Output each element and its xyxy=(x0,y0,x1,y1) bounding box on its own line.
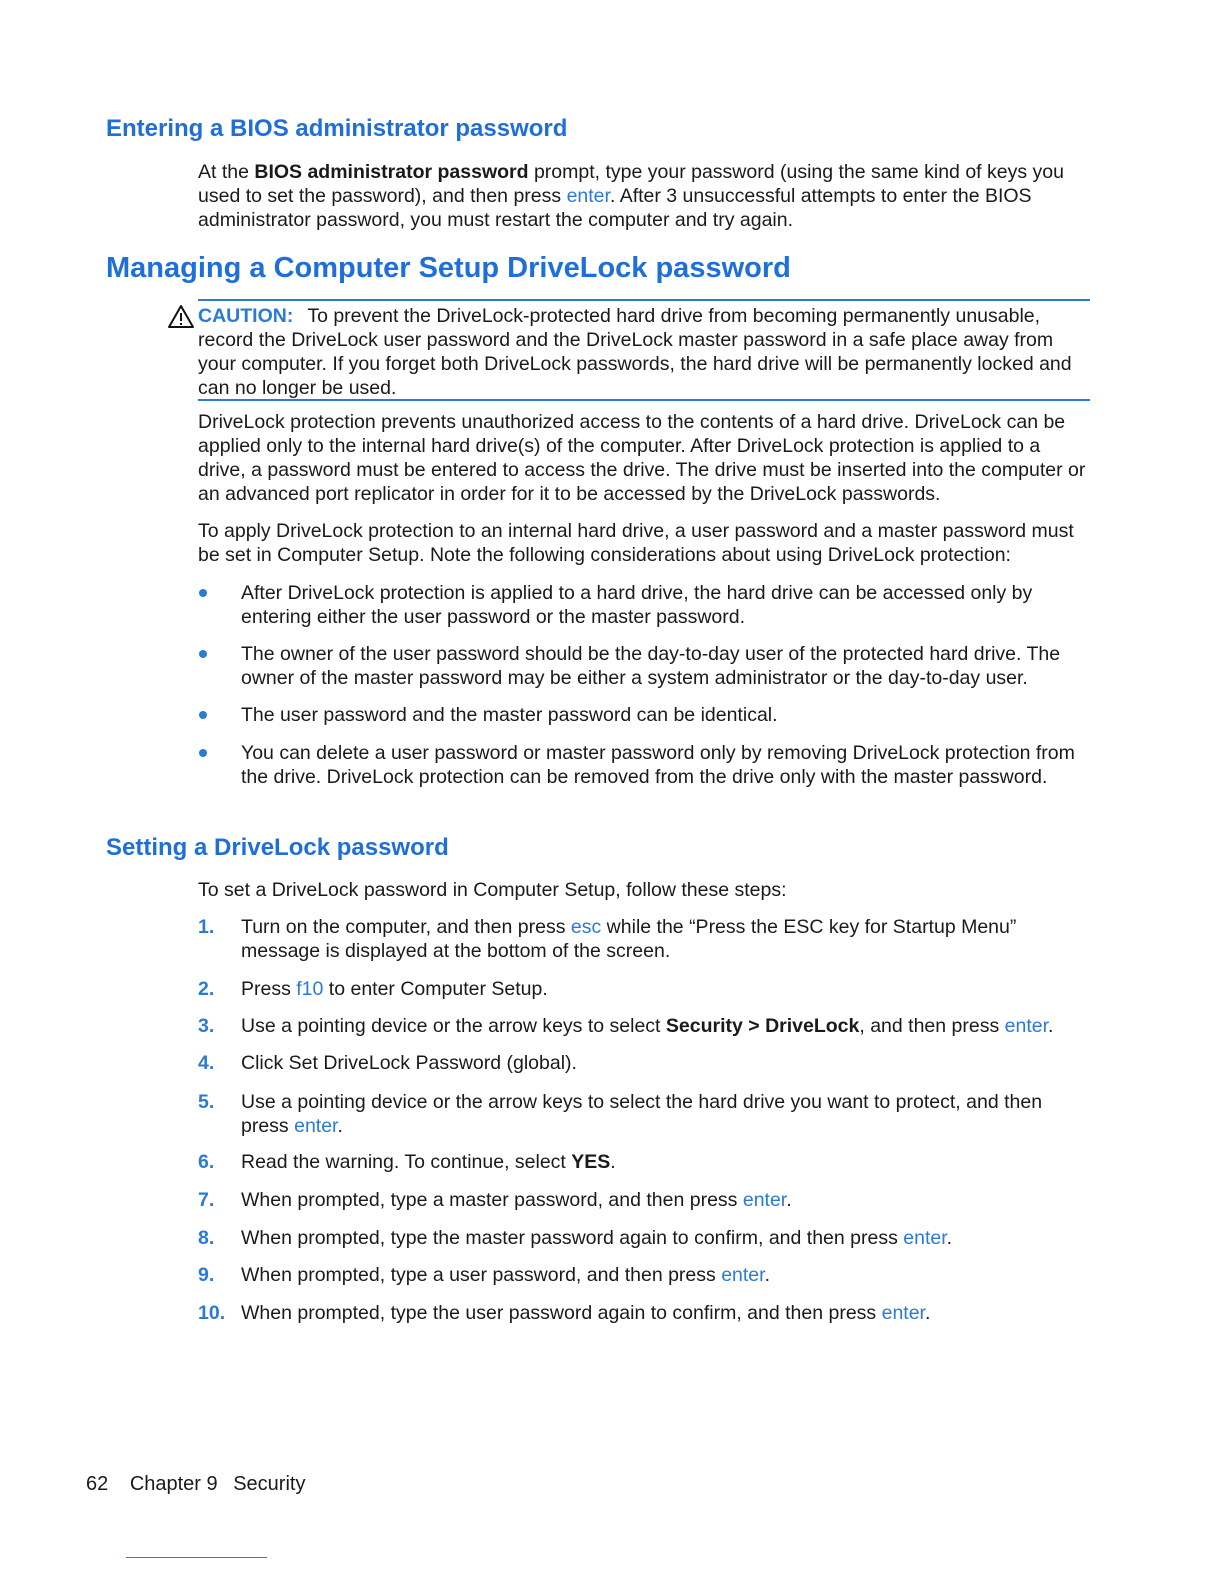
caution-label: CAUTION: xyxy=(198,305,294,327)
step-number: 4. xyxy=(198,1052,215,1074)
bullet-dot xyxy=(199,589,207,597)
bullet-dot xyxy=(199,749,207,757)
step-text: Use a pointing device or the arrow keys to select Security > DriveLock, and then press enter. xyxy=(241,1015,1054,1037)
caution-text: CAUTION: To prevent the DriveLock-protected hard drive from becoming permanently unusable, record the DriveLock user password and the DriveLock master password in a safe place away from your computer. If you forget both DriveLock passwords, the hard drive will be permanently locked and can no longer be used. xyxy=(198,305,1072,399)
section-heading-setting-drivelock: Setting a DriveLock password xyxy=(106,834,449,861)
step-number: 8. xyxy=(198,1227,215,1249)
footer-section: Security xyxy=(233,1473,306,1495)
bios-admin-paragraph: At the BIOS administrator password prompt, type your password (using the same kind of keys you used to set the password), and then press enter. After 3 unsuccessful attempts to enter the BIOS administrator password, you must restart the computer and try again. xyxy=(198,161,1064,231)
step-text: Click Set DriveLock Password (global). xyxy=(241,1052,577,1074)
key-enter: enter xyxy=(742,1189,787,1211)
key-enter: enter xyxy=(566,185,610,207)
step-number: 6. xyxy=(198,1151,215,1173)
step-text: When prompted, type the user password again to confirm, and then press enter. xyxy=(241,1302,931,1324)
step-number: 3. xyxy=(198,1015,215,1037)
bullet-dot xyxy=(199,711,207,719)
key-enter: enter xyxy=(903,1227,947,1249)
key-esc: esc xyxy=(570,916,602,938)
step-number: 1. xyxy=(198,916,215,938)
bullet-text: After DriveLock protection is applied to a hard drive, the hard drive can be accessed only by entering either the user password or the master password. xyxy=(241,582,1033,628)
page-title-drivelock: Managing a Computer Setup DriveLock password xyxy=(106,252,791,284)
bullet-text: The user password and the master password can be identical. xyxy=(241,704,778,726)
warning-icon xyxy=(167,304,195,329)
key-enter: enter xyxy=(294,1115,338,1137)
step-number: 9. xyxy=(198,1264,215,1286)
step-number: 2. xyxy=(198,978,215,1000)
step-text: Read the warning. To continue, select YES. xyxy=(241,1151,616,1173)
step-number: 5. xyxy=(198,1091,215,1113)
key-enter: enter xyxy=(721,1264,765,1286)
key-f10: f10 xyxy=(296,978,324,1000)
step-text: Use a pointing device or the arrow keys to select the hard drive you want to protect, and then press enter. xyxy=(241,1091,1043,1137)
page-footer xyxy=(86,1473,315,1496)
step-text: When prompted, type a master password, and then press enter. xyxy=(241,1189,792,1211)
setting-intro: To set a DriveLock password in Computer Setup, follow these steps: xyxy=(198,879,787,901)
step-number: 10. xyxy=(198,1302,226,1324)
section-heading-bios-admin: Entering a BIOS administrator password xyxy=(106,115,568,142)
step-text: When prompted, type a user password, and then press enter. xyxy=(241,1264,770,1286)
drivelock-paragraph-2: To apply DriveLock protection to an internal hard drive, a user password and a master password must be set in Computer Setup. Note the following considerations about using DriveLock protection: xyxy=(198,520,1074,566)
bullet-text: The owner of the user password should be the day-to-day user of the protected hard drive. The owner of the master password may be either a system administrator or the day-to-day user. xyxy=(241,643,1061,689)
key-enter: enter xyxy=(881,1302,925,1324)
drivelock-paragraph-1: DriveLock protection prevents unauthorized access to the contents of a hard drive. DriveLock can be applied only to the internal hard drive(s) of the computer. After DriveLock protection is applied to a drive, a password must be entered to access the drive. The drive must be inserted into the computer or an advanced port replicator in order for it to be accessed by the DriveLock passwords. xyxy=(198,411,1086,505)
bullet-text: You can delete a user password or master password only by removing DriveLock protection from the drive. DriveLock protection can be removed from the drive only with the master password. xyxy=(241,742,1075,788)
footer-chapter: Chapter 9 xyxy=(129,1473,218,1495)
step-text: Turn on the computer, and then press esc while the “Press the ESC key for Startup Menu” message is displayed at the bottom of the screen. xyxy=(241,916,1017,962)
key-enter: enter xyxy=(1004,1015,1048,1037)
caution-box xyxy=(198,299,1090,401)
page-number: 62 xyxy=(86,1473,109,1495)
step-text: When prompted, type the master password again to confirm, and then press enter. xyxy=(241,1227,953,1249)
footer-divider xyxy=(126,1557,267,1558)
bullet-dot xyxy=(199,650,207,658)
step-number: 7. xyxy=(198,1189,215,1211)
step-text: Press f10 to enter Computer Setup. xyxy=(241,978,548,1000)
